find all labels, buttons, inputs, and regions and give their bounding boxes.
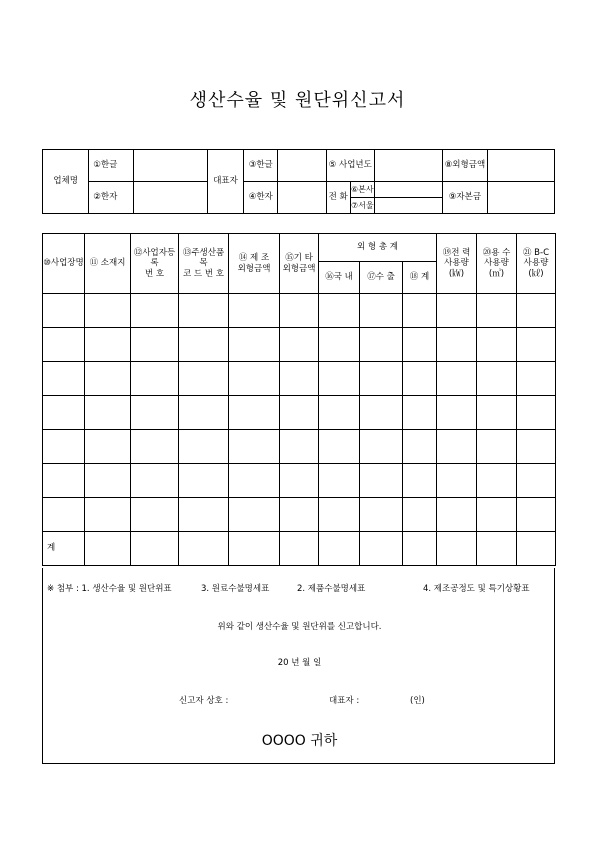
col-manufacturing-line1: ⑭ 제 조	[238, 252, 270, 263]
col-water	[477, 234, 517, 294]
table-cell[interactable]	[477, 362, 517, 396]
table-cell[interactable]	[360, 498, 403, 532]
table-cell[interactable]	[517, 328, 556, 362]
table-row	[43, 362, 556, 396]
table-cell[interactable]	[43, 362, 85, 396]
table-cell[interactable]	[43, 464, 85, 498]
attachment-2: 2. 제품수불명세표	[297, 584, 366, 594]
table-cell[interactable]	[179, 362, 229, 396]
table-cell[interactable]	[43, 328, 85, 362]
table-row	[43, 498, 556, 532]
col-other-line1: ⑮기 타	[285, 252, 313, 263]
col-sum: ⑱ 계	[403, 262, 437, 294]
table-cell[interactable]	[319, 396, 360, 430]
col-manufacturing-line2: 외형금액	[237, 263, 271, 274]
declaration-section	[42, 568, 555, 764]
table-cell[interactable]	[179, 396, 229, 430]
col-oil	[517, 234, 556, 294]
table-cell[interactable]	[179, 328, 229, 362]
table-cell[interactable]	[437, 464, 477, 498]
table-cell[interactable]	[229, 532, 280, 566]
table-cell[interactable]	[131, 294, 179, 328]
col-water-line3: (㎥)	[488, 268, 505, 279]
table-cell[interactable]	[477, 328, 517, 362]
seal-mark: (인)	[410, 696, 425, 706]
table-cell[interactable]	[437, 328, 477, 362]
table-cell[interactable]	[85, 328, 131, 362]
col-water-line1: ⑳용 수	[482, 247, 511, 258]
table-cell[interactable]	[43, 396, 85, 430]
table-cell[interactable]	[517, 396, 556, 430]
table-cell[interactable]	[131, 464, 179, 498]
rep-korean-label: ③한글	[244, 150, 278, 182]
table-cell[interactable]	[517, 430, 556, 464]
table-cell[interactable]	[280, 396, 319, 430]
foreign-amount-field[interactable]	[487, 150, 554, 182]
table-cell[interactable]	[280, 498, 319, 532]
table-cell[interactable]	[85, 464, 131, 498]
table-cell[interactable]	[85, 362, 131, 396]
attachment-4: 4. 제조공정도 및 특기상황표	[423, 584, 530, 594]
table-cell[interactable]	[403, 532, 437, 566]
table-cell[interactable]	[319, 362, 360, 396]
table-row	[43, 396, 556, 430]
col-product-code-line2: 코 드 번 호	[183, 268, 224, 279]
table-cell[interactable]	[229, 396, 280, 430]
table-cell[interactable]	[437, 430, 477, 464]
table-cell[interactable]	[131, 498, 179, 532]
table-cell[interactable]	[477, 498, 517, 532]
table-cell[interactable]	[477, 294, 517, 328]
table-cell[interactable]	[131, 532, 179, 566]
table-cell[interactable]	[437, 294, 477, 328]
date-line[interactable]: 20 년 월 일	[277, 658, 322, 668]
col-oil-line3: (㎘)	[528, 268, 544, 279]
table-cell[interactable]	[280, 430, 319, 464]
col-other	[280, 234, 319, 294]
col-business-name: ⑩사업장명	[43, 234, 85, 294]
table-cell[interactable]	[280, 294, 319, 328]
company-hanja-label: ②한자	[89, 182, 133, 214]
table-cell[interactable]	[229, 430, 280, 464]
production-table	[42, 233, 556, 566]
table-cell[interactable]	[319, 464, 360, 498]
table-cell[interactable]	[43, 430, 85, 464]
table-cell[interactable]	[403, 362, 437, 396]
table-cell[interactable]	[437, 396, 477, 430]
col-location: ⑪ 소재지	[85, 234, 131, 294]
table-cell[interactable]	[360, 328, 403, 362]
table-cell[interactable]	[43, 498, 85, 532]
table-cell[interactable]	[319, 328, 360, 362]
col-water-line2: 사용량	[484, 258, 509, 269]
phone-label: 전 화	[326, 182, 350, 214]
col-power	[437, 234, 477, 294]
recipient-line: OOOO 귀하	[261, 733, 338, 749]
table-cell[interactable]	[477, 430, 517, 464]
col-manufacturing	[229, 234, 280, 294]
founded-label: ⑤ 사업년도	[326, 150, 374, 182]
table-cell[interactable]	[517, 294, 556, 328]
table-cell[interactable]	[319, 294, 360, 328]
representative-label-bottom: 대표자 :	[329, 696, 360, 706]
table-cell[interactable]	[280, 328, 319, 362]
table-cell[interactable]	[179, 498, 229, 532]
col-power-line2: 사용량	[444, 258, 469, 269]
table-cell[interactable]	[477, 532, 517, 566]
table-cell[interactable]	[85, 430, 131, 464]
total-row-label: 계	[43, 532, 85, 566]
table-cell[interactable]	[229, 498, 280, 532]
factory-label: ⑦서울	[350, 198, 374, 214]
col-power-line1: ⑲전 력	[442, 247, 471, 258]
total-row	[43, 532, 556, 566]
table-cell[interactable]	[360, 532, 403, 566]
table-cell[interactable]	[229, 464, 280, 498]
table-cell[interactable]	[477, 396, 517, 430]
col-oil-line2: 사용량	[523, 258, 549, 269]
table-cell[interactable]	[131, 328, 179, 362]
table-cell[interactable]	[179, 532, 229, 566]
col-export: ⑰수 출	[360, 262, 403, 294]
table-cell[interactable]	[437, 532, 477, 566]
table-cell[interactable]	[43, 294, 85, 328]
table-cell[interactable]	[85, 532, 131, 566]
company-korean-field[interactable]	[133, 150, 207, 182]
table-cell[interactable]	[179, 464, 229, 498]
table-cell[interactable]	[517, 498, 556, 532]
representative-label: 대표자	[207, 150, 243, 214]
table-cell[interactable]	[280, 532, 319, 566]
table-cell[interactable]	[85, 294, 131, 328]
table-cell[interactable]	[131, 430, 179, 464]
table-cell[interactable]	[403, 430, 437, 464]
table-cell[interactable]	[179, 294, 229, 328]
col-reg-no	[131, 234, 179, 294]
table-cell[interactable]	[517, 464, 556, 498]
table-cell[interactable]	[403, 328, 437, 362]
table-cell[interactable]	[403, 498, 437, 532]
table-cell[interactable]	[517, 362, 556, 396]
table-cell[interactable]	[229, 362, 280, 396]
table-row	[43, 464, 556, 498]
rep-hanja-field[interactable]	[278, 182, 326, 214]
declaration-text: 위와 같이 생산수율 및 원단위를 신고합니다.	[217, 622, 382, 632]
form-title: 생산수율 및 원단위신고서	[189, 90, 406, 111]
table-row	[43, 294, 556, 328]
table-row	[43, 430, 556, 464]
company-info-table	[42, 149, 555, 214]
rep-korean-field[interactable]	[278, 150, 326, 182]
table-cell[interactable]	[131, 362, 179, 396]
table-cell[interactable]	[360, 430, 403, 464]
table-cell[interactable]	[477, 464, 517, 498]
table-cell[interactable]	[131, 396, 179, 430]
table-cell[interactable]	[360, 464, 403, 498]
head-office-label: ⑥본사	[350, 182, 374, 198]
capital-field[interactable]	[487, 182, 554, 214]
table-cell[interactable]	[280, 464, 319, 498]
factory-field[interactable]	[374, 198, 442, 214]
capital-label: ⑨자본금	[443, 182, 487, 214]
table-cell[interactable]	[85, 498, 131, 532]
table-cell[interactable]	[85, 396, 131, 430]
table-cell[interactable]	[360, 396, 403, 430]
table-cell[interactable]	[319, 532, 360, 566]
table-cell[interactable]	[403, 294, 437, 328]
col-product-code	[179, 234, 229, 294]
company-name-label: 업체명	[43, 150, 89, 214]
table-cell[interactable]	[360, 294, 403, 328]
foreign-amount-label: ⑧외형금액	[443, 150, 487, 182]
table-cell[interactable]	[229, 328, 280, 362]
col-reg-no-line1: ⑫사업자등록	[133, 247, 176, 269]
table-cell[interactable]	[403, 396, 437, 430]
col-other-line2: 외형금액	[282, 263, 316, 274]
col-product-code-line1: ⑬주생산품목	[182, 247, 225, 269]
table-cell[interactable]	[360, 362, 403, 396]
table-cell[interactable]	[319, 498, 360, 532]
col-domestic: ⑯국 내	[319, 262, 360, 294]
col-power-line3: (㎾)	[448, 268, 465, 279]
table-cell[interactable]	[179, 430, 229, 464]
attachment-3: 3. 원료수불명세표	[201, 584, 270, 594]
col-oil-line1: ㉑ B-C	[522, 247, 550, 258]
table-row	[43, 328, 556, 362]
rep-hanja-label: ④한자	[244, 182, 278, 214]
table-cell[interactable]	[280, 362, 319, 396]
col-reg-no-line2: 번 호	[144, 268, 165, 279]
col-total-header: 외 형 총 계	[319, 234, 437, 262]
founded-field[interactable]	[374, 150, 442, 182]
table-cell[interactable]	[437, 498, 477, 532]
applicant-label: 신고자 상호 :	[179, 696, 229, 706]
head-office-field[interactable]	[374, 182, 442, 198]
table-cell[interactable]	[437, 362, 477, 396]
company-korean-label: ①한글	[89, 150, 133, 182]
table-cell[interactable]	[517, 532, 556, 566]
table-cell[interactable]	[229, 294, 280, 328]
table-cell[interactable]	[403, 464, 437, 498]
table-cell[interactable]	[319, 430, 360, 464]
attachment-1: ※ 첨부 : 1. 생산수율 및 원단위표	[47, 584, 172, 594]
company-hanja-field[interactable]	[133, 182, 207, 214]
